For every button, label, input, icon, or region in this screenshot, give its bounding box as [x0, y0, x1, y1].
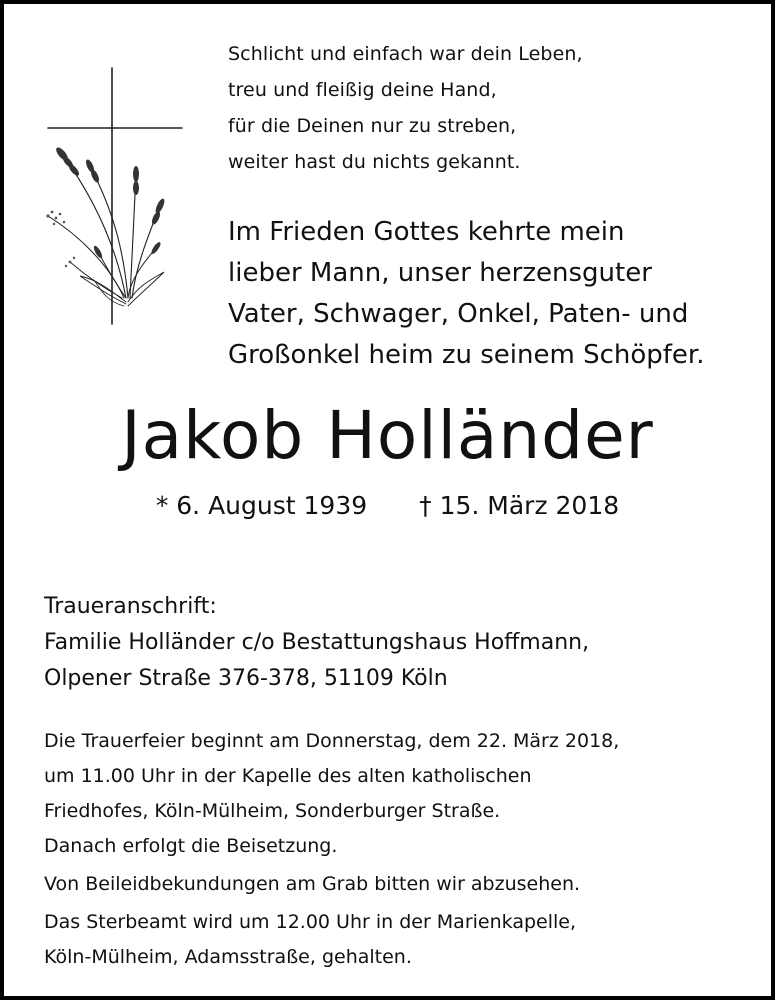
announcement-line: Vater, Schwager, Onkel, Paten- und	[228, 299, 689, 329]
poem	[228, 36, 583, 180]
ceremony-line: um 11.00 Uhr in der Kapelle des alten katholischen	[44, 765, 532, 787]
funeral-details	[44, 724, 619, 975]
mass-line: Das Sterbeamt wird um 12.00 Uhr in der Marienkapelle,	[44, 911, 576, 933]
mourning-address	[44, 589, 589, 697]
poem-line: weiter hast du nichts gekannt.	[228, 151, 521, 173]
ceremony-line: Die Trauerfeier beginnt am Donnerstag, dem 22. März 2018,	[44, 730, 620, 752]
ceremony-paragraph	[44, 724, 619, 864]
condolences-paragraph	[44, 867, 619, 902]
announcement-line: Im Frieden Gottes kehrte mein	[228, 217, 625, 247]
address-line: Olpener Straße 376-378, 51109 Köln	[44, 666, 448, 691]
birth-date: * 6. August 1939	[155, 491, 368, 520]
ceremony-line: Friedhofes, Köln-Mülheim, Sonderburger Straße.	[44, 800, 501, 822]
poem-line: Schlicht und einfach war dein Leben,	[228, 43, 583, 65]
death-announcement	[228, 212, 704, 376]
poem-line: treu und fleißig deine Hand,	[228, 79, 497, 101]
life-dates	[4, 488, 771, 524]
mass-line: Köln-Mülheim, Adamsstraße, gehalten.	[44, 946, 412, 968]
ceremony-line: Danach erfolgt die Beisetzung.	[44, 835, 338, 857]
deceased-name: Jakob Holländer	[121, 397, 654, 474]
announcement-line: lieber Mann, unser herzensguter	[228, 258, 652, 288]
condolences-line: Von Beileidbekundungen am Grab bitten wir abzusehen.	[44, 873, 581, 895]
poem-line: für die Deinen nur zu streben,	[228, 115, 517, 137]
address-label: Traueranschrift:	[44, 594, 217, 619]
address-line: Familie Holländer c/o Bestattungshaus Hoffmann,	[44, 630, 590, 655]
mass-paragraph	[44, 905, 619, 975]
announcement-line: Großonkel heim zu seinem Schöpfer.	[228, 340, 705, 370]
cross-with-wheat-icon	[40, 66, 190, 328]
death-date: † 15. März 2018	[419, 491, 620, 520]
